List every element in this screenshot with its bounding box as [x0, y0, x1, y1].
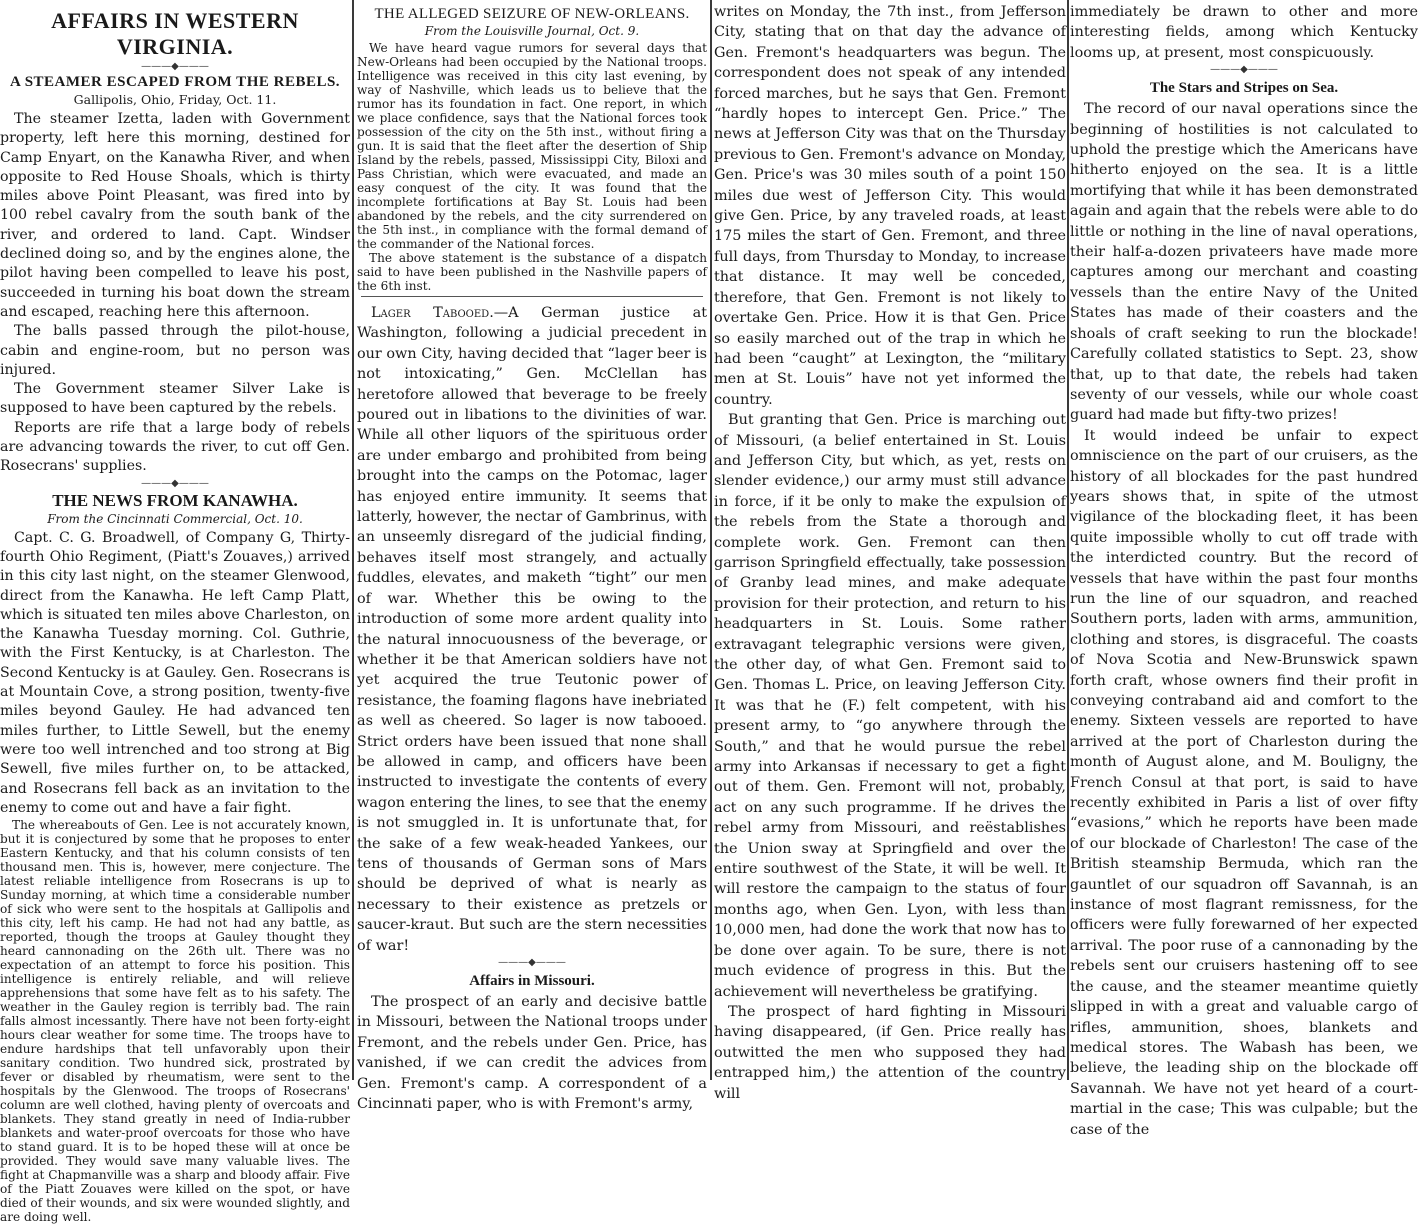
paragraph: The Government steamer Silver Lake is supposed to have been captured by the rebels.	[0, 381, 350, 417]
paragraph: The prospect of an early and decisive battle in Missouri, between the National troops under Fremont, and the rebels under Gen. Price, has vanished, if we can credit the advices from Gen. Fremont's camp. A correspondent of a Cincinnati paper, who is with Fremont's army,	[357, 994, 707, 1113]
paragraph: It would indeed be unfair to expect omniscience on the part of our cruisers, as the history of all blockades for the past hundred years shows that, in spite of the utmost vigilance of the blockading fleet, it has been quite impossible wholly to cut off trade with the interdicted country. But the record of vessels that have within the past four months run the line of our squadron, and reached Southern ports, laden with arms, ammunition, clothing and stores, is disgraceful. The coasts of Nova Scotia and New-Brunswick spawn forth craft, whose owners find their profit in conveying contraband aid and comfort to the enemy. Sixteen vessels are reported to have arrived at the port of Charleston during the month of August alone, and M. Bouligny, the French Consul at that port, is said to have recently exhibited in Paris a list of over fifty “evasions,” which he reports have been made of our blockade of Charleston! The case of the British steamship Bermuda, which ran the gauntlet of our squadron off Savannah, is an instance of most flagrant remissness, for the officers were fully forewarned of her expected arrival. The poor ruse of a cannonading by the rebels sent our cruisers hastening off to see the cause, and the steamer meantime quietly slipped in with a great and valuable cargo of rifles, ammunition, shoes, blankets and medical stores. The Wabash has been, we believe, the leading ship on the blockade off Savannah. We have not yet heard of a court-martial in the case; This was culpable; but the case of the	[1070, 427, 1418, 1138]
dateline-gallipolis: Gallipolis, Ohio, Friday, Oct. 11.	[73, 92, 277, 107]
paragraph-small: The whereabouts of Gen. Lee is not accurately known, but it is conjectured by some that he proposes to enter Eastern Kentucky, and that his column consists of ten thousand men. This is, however, mere conjecture. The latest reliable intelligence from Rosecrans is up to Sunday morning, at which time a considerable number of sick who were sent to the hospitals at Gallipolis and this city, left his camp. He had not had any battle, as reported, though the troops at Gauley thought they heard cannonading on the 26th ult. There was no expectation of an attempt to force his position. This intelligence is entirely reliable, and will relieve apprehensions that some have felt as to his safety. The weather in the Gauley region is terribly bad. The rain falls almost incessantly. There have not been forty-eight hours clear weather for some time. The troops have to endure hardships that tell unfavorably upon their sanitary condition. Two hundred sick, prostrated by fever or disabled by rheumatism, were sent to the hospitals by the Glenwood. The troops of Rosecrans' column are well clothed, having plenty of overcoats and blankets. They stand greatly in need of India-rubber blankets and water-proof overcoats for those who have to stand guard. It is to be hoped these will at once be provided. They would save many valuable lives. The fight at Chapmanville was a sharp and bloody affair. Five of the Piatt Zouaves were killed on the spot, or have died of their wounds, and six were wounded slightly, and are doing well.	[0, 818, 350, 1224]
paragraph: The prospect of hard fighting in Missouri having disappeared, (if Gen. Price really has outwitted the men who supposed they had entrapped him,) the attention of the country will	[714, 1003, 1066, 1102]
column-rule	[710, 0, 712, 1080]
ornament-rule: ———◆———	[141, 61, 209, 72]
divider	[361, 296, 703, 297]
paragraph-small: We have heard vague rumors for several days that New-Orleans had been occupied by the National troops. Intelligence was received in this city last evening, by way of Nashville, which leads us to believe that the rumor has its foundation in fact. One report, in which we place confidence, says that the National forces took possession of the city on the 5th inst., without firing a gun. It is said that the fleet after the desertion of Ship Island by the rebels, passed, Mississippi City, Biloxi and Pass Christian, which were evacuated, and made an easy conquest of the city. It was found that the incomplete fortifications at Bay St. Louis had been abandoned by the rebels, and the city surrendered on the 5th inst., in compliance with the formal demand of the commander of the National forces.	[357, 41, 707, 251]
headline-new-orleans: THE ALLEGED SEIZURE OF NEW-ORLEANS.	[374, 6, 690, 22]
column-1	[0, 0, 350, 1224]
lager-lead: Lager Tabooed.	[371, 305, 494, 321]
paragraph: Capt. C. G. Broadwell, of Company G, Thirty-fourth Ohio Regiment, (Piatt's Zouaves,) arrived in this city last night, on the steamer Glenwood, direct from the Kanawha. He left Camp Platt, which is situated ten miles above Charleston, on the Kanawha Tuesday morning. Col. Guthrie, with the First Kentucky, is at Charleston. The Second Kentucky is at Gauley. Gen. Rosecrans is at Mountain Cove, a strong position, twenty-five miles beyond Gauley. He had advanced ten miles further, to Little Sewell, but the enemy were too well intrenched and too strong at Big Sewell, five miles further on, to be attacked, and Rosecrans fell back as an invitation to the enemy to come out and have a fair fight.	[0, 529, 350, 816]
ornament-rule: ———◆———	[498, 957, 566, 968]
paragraph: immediately be drawn to other and more interesting fields, among which Kentucky looms up, at present, most conspicuously.	[1070, 4, 1418, 61]
subhead-affairs-in-missouri: Affairs in Missouri.	[469, 973, 595, 989]
subhead-steamer-escaped: A STEAMER ESCAPED FROM THE REBELS.	[9, 74, 341, 90]
source-line: From the Cincinnati Commercial, Oct. 10.	[47, 511, 303, 526]
ornament-rule: ———◆———	[1210, 64, 1278, 76]
paragraph: The balls passed through the pilot-house, cabin and engine-room, but no person was injured.	[0, 323, 350, 378]
headline-western-virginia: AFFAIRS IN WESTERN VIRGINIA.	[51, 8, 299, 59]
subhead-news-from-kanawha: THE NEWS FROM KANAWHA.	[52, 490, 298, 510]
paragraph: But granting that Gen. Price is marching out of Missouri, (a belief entertained in St. Louis and Jefferson City, but which, as yet, rests on slender evidence,) our army must still advance in force, if it be only to make the expulsion of the rebels from the State a thorough and complete work. Gen. Fremont can then garrison Springfield effectually, take possession of Granby lead mines, and make adequate provision for their protection, and return to his headquarters in St. Louis. Some rather extravagant telegraphic versions were given, the other day, of what Gen. Fremont said to Gen. Thomas L. Price, on leaving Jefferson City. It was that he (F.) felt competent, with his present army, to “go anywhere through the South,” and that he would pursue the rebel army into Arkansas if necessary to get a fight out of them. Gen. Fremont will not, probably, act on any such programme. If he drives the rebel army from Missouri, and reëstablishes the Union sway at Springfield and over the entire southwest of the State, it will be well. It will restore the campaign to the status of four months ago, when Gen. Lyon, with less than 10,000 men, had done the work that now has to be done over again. To be sure, there is not much evidence of progress in this. But the achievement will nevertheless be gratifying.	[714, 412, 1066, 1000]
paragraph: Reports are rife that a large body of rebels are advancing towards the river, to cut off Gen. Rosecrans' supplies.	[0, 419, 350, 475]
paragraph: writes on Monday, the 7th inst., from Jefferson City, stating that on that day the advance of Gen. Fremont's headquarters was begun. The correspondent does not speak of any intended forced marches, but he says that Gen. Fremont “hardly hopes to intercept Gen. Price.” The news at Jefferson City was that on the Thursday previous to Gen. Fremont's advance on Monday, Gen. Price's was 30 miles south of a point 150 miles due west of Jefferson City. This would give Gen. Price, by any traveled roads, at least 175 miles the start of Gen. Fremont, and three full days, from Thursday to Monday, to increase that distance. It may well be conceded, therefore, that Gen. Fremont is not likely to overtake Gen. Price. How it is that Gen. Price so easily marched out of the trap in which he had been “caught” at Lexington, the “military men at St. Louis” have not yet informed the country.	[714, 4, 1067, 408]
column-3	[714, 0, 1067, 1102]
paragraph-lager	[357, 303, 707, 956]
paragraph-small: The above statement is the substance of a dispatch said to have been published in the Nashville papers of the 6th inst.	[357, 251, 707, 293]
subhead-stars-and-stripes: The Stars and Stripes on Sea.	[1149, 80, 1339, 97]
column-rule	[1067, 0, 1069, 1080]
source-line: From the Louisville Journal, Oct. 9.	[424, 24, 640, 38]
paragraph: The record of our naval operations since the beginning of hostilities is not calculated to uphold the prestige which the Americans have hitherto enjoyed on the sea. It is a little mortifying that while it has been demonstrated again and again that the rebels were able to do little or nothing in the line of naval operations, their half-a-dozen privateers have made more captures among our merchant and coasting vessels than the entire Navy of the United States has made of their coasters and the shoals of craft seeking to run the blockade! Carefully collated statistics to Sept. 23, show that, up to that date, the rebels had taken seventy of our vessels, while our whole coast guard had made but fifty-two prizes!	[1070, 101, 1418, 424]
ornament-rule: ———◆———	[141, 477, 209, 489]
column-2	[357, 0, 707, 1113]
column-4	[1070, 0, 1418, 1138]
paragraph: The steamer Izetta, laden with Government property, left here this morning, destined for Camp Enyart, on the Kanawha River, and when opposite to Red House Shoals, which is thirty miles above Point Pleasant, was fired into by 100 rebel cavalry from the south bank of the river, and ordered to land. Capt. Windser declined doing so, and by the engines alone, the pilot having been compelled to leave his post, succeeded in turning his boat down the stream and escaped, reaching here this afternoon.	[0, 111, 350, 320]
lager-body: —A German justice at Washington, following a judicial precedent in our own City, having decided that “lager beer is not intoxicating,” Gen. McClellan has heretofore allowed that beverage to be freely poured out in libations to the divinities of war. While all other liquors of the spirituous order are under embargo and prohibited from being brought into the camps on the Potomac, lager has enjoyed entire immunity. It seems that latterly, however, the nectar of Gambrinus, with an unseemly disregard of the judicial finding, behaves itself most strangely, and actually fuddles, elevates, and maketh “tight” our men of war. Whether this be owing to the introduction of some more ardent quality into the natural innocuousness of the beverage, or whether it be that American soldiers have not yet acquired the true Teutonic power of resistance, the foaming flagons have inebriated as well as cheered. So lager is now tabooed. Strict orders have been issued that none shall be allowed in camp, and officers have been instructed to investigate the contents of every wagon entering the lines, to see that the enemy is not smuggled in. It is unfortunate that, for the sake of a few weak-headed Yankees, our tens of thousands of German sons of Mars should be deprived of what is nearly as necessary to their existence as pretzels or saucer-kraut. But such are the stern necessities of war!	[357, 305, 707, 954]
column-rule	[352, 0, 354, 1080]
